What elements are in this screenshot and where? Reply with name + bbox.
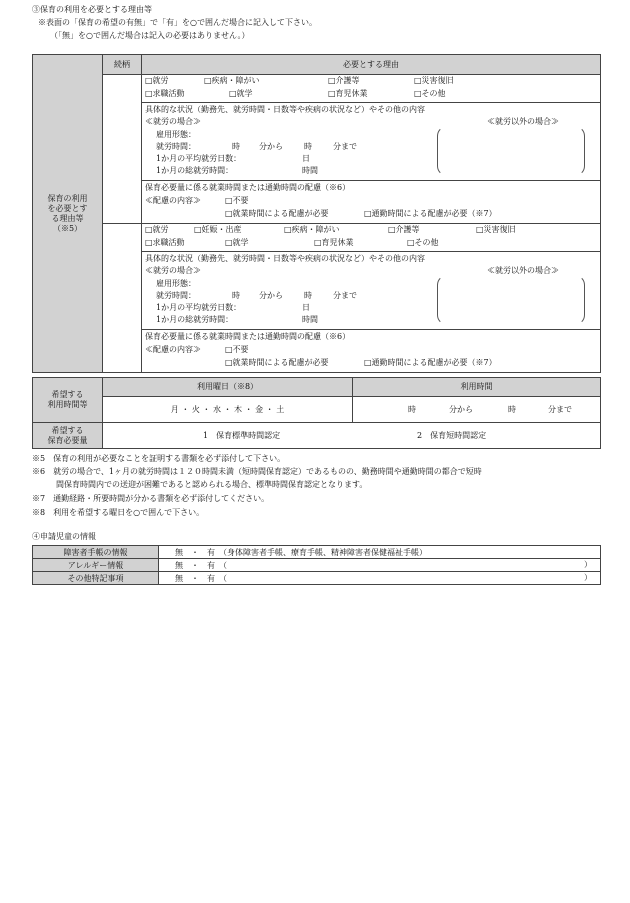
hours-kara: 分から	[259, 291, 283, 300]
care-cell-2	[142, 330, 601, 373]
desired-time-label-cell	[33, 378, 103, 423]
other-notes-options[interactable]: 無 ・ 有 （	[175, 573, 227, 583]
desired-time-table	[32, 377, 601, 449]
note-8: ※8 利用を希望する曜日を○で囲んで下さい。	[32, 508, 205, 517]
time-kara: 分から	[449, 405, 473, 414]
detail-title: 具体的な状況（勤務先、就労時間・日数等や疾病の状況など）やその他の内容	[145, 254, 425, 263]
hours-label: 就労時間：	[156, 291, 196, 300]
care-work-checkbox[interactable]: □就業時間による配慮が必要	[225, 358, 329, 367]
detail-title: 具体的な状況（勤務先、就労時間・日数等や疾病の状況など）やその他の内容	[145, 105, 425, 114]
child-info-value	[159, 572, 601, 585]
days-cell[interactable]	[103, 397, 353, 423]
amount-label-cell	[33, 423, 103, 449]
reason-checkbox-illness[interactable]: □疾病・障がい	[204, 76, 260, 85]
avg-days-label: 1か月の平均就労日数：	[156, 303, 242, 312]
amount-options-cell	[103, 423, 601, 449]
employment-label: 雇用形態：	[156, 279, 196, 288]
care-title: 保育必要量に係る就業時間または通勤時間の配慮（※6）	[145, 183, 351, 192]
reason-checkbox-disaster[interactable]: □災害復旧	[476, 225, 516, 234]
other-case-bracket[interactable]	[437, 275, 585, 325]
reason-checkbox-other[interactable]: □その他	[414, 89, 446, 98]
days-unit: 日	[302, 303, 310, 312]
hours-ji2: 時	[304, 291, 312, 300]
detail-cell-1	[142, 103, 601, 181]
reason-checkbox-pregnancy[interactable]: □妊娠・出産	[194, 225, 242, 234]
reason-checkbox-work[interactable]: □就労	[145, 76, 169, 85]
time-ji: 時	[408, 405, 416, 414]
reason-checkbox-cell-1	[142, 75, 601, 103]
care-content-label: ≪配慮の内容≫	[145, 345, 201, 354]
days-unit: 日	[302, 154, 310, 163]
days-header: 利用曜日（※8）	[103, 378, 353, 397]
other-notes-close-paren: ）	[584, 573, 592, 582]
note-7: ※7 通勤経路・所要時間が分かる書類を必ず添付してください。	[32, 494, 270, 503]
care-commute-checkbox[interactable]: □通勤時間による配慮が必要（※7）	[364, 209, 497, 218]
section3-heading: ③保育の利用を必要とする理由等	[32, 5, 152, 14]
reason-checkbox-work[interactable]: □就労	[145, 225, 169, 234]
child-info-label: 障害者手帳の情報	[33, 546, 159, 559]
hours-ji2: 時	[304, 142, 312, 151]
relation-header: 続柄	[103, 55, 142, 75]
care-none-checkbox[interactable]: □不要	[225, 345, 249, 354]
note-6-cont: 間保育時間内での送迎が困難であると認められる場合、標準時間保育認定となります。	[32, 480, 368, 489]
section3-note2: （「無」を○で囲んだ場合は記入の必要はありません。）	[50, 31, 250, 40]
care-cell-1	[142, 181, 601, 224]
care-title: 保育必要量に係る就業時間または通勤時間の配慮（※6）	[145, 332, 351, 341]
amount-option-standard[interactable]: 1 保育標準時間認定	[203, 431, 281, 440]
note-5: ※5 保育の利用が必要なことを証明する書類を必ず添付して下さい。	[32, 454, 286, 463]
disability-options[interactable]: 無 ・ 有 （身体障害者手帳、療育手帳、精神障害者保健福祉手帳）	[175, 547, 427, 557]
other-case-bracket[interactable]	[437, 126, 585, 176]
reason-checkbox-disaster[interactable]: □災害復旧	[414, 76, 454, 85]
reason-checkbox-jobseek[interactable]: □求職活動	[145, 238, 185, 247]
reason-checkbox-care[interactable]: □介護等	[328, 76, 360, 85]
amount-label-line: 希望する	[51, 425, 84, 435]
child-info-value	[159, 559, 601, 572]
child-info-value	[159, 546, 601, 559]
hours-unit: 時間	[302, 315, 318, 324]
hours-label: 就労時間：	[156, 142, 196, 151]
child-info-label: その他特記事項	[33, 572, 159, 585]
section3-note1: ※表面の「保育の希望の有無」で「有」を○で囲んだ場合に記入して下さい。	[38, 18, 317, 27]
reason-checkbox-study[interactable]: □就学	[225, 238, 249, 247]
desired-time-label-line: 利用時間等	[47, 400, 88, 409]
care-none-checkbox[interactable]: □不要	[225, 196, 249, 205]
amount-label-line: 保育必要量	[47, 435, 88, 445]
reason-label-line: る理由等	[51, 213, 84, 223]
reason-header: 必要とする理由	[142, 55, 601, 75]
care-work-checkbox[interactable]: □就業時間による配慮が必要	[225, 209, 329, 218]
section4-heading: ④申請児童の情報	[32, 532, 96, 541]
care-commute-checkbox[interactable]: □通勤時間による配慮が必要（※7）	[364, 358, 497, 367]
reason-label-line: を必要とす	[47, 203, 88, 213]
hours-kara: 分から	[259, 142, 283, 151]
care-content-label: ≪配慮の内容≫	[145, 196, 201, 205]
reason-checkbox-care[interactable]: □介護等	[388, 225, 420, 234]
work-case-label: ≪就労の場合≫	[145, 117, 201, 126]
total-hours-label: 1か月の総就労時間：	[156, 315, 234, 324]
reason-checkbox-illness[interactable]: □疾病・障がい	[284, 225, 340, 234]
total-hours-label: 1か月の総就労時間：	[156, 166, 234, 175]
reason-checkbox-jobseek[interactable]: □求職活動	[145, 89, 185, 98]
relation-cell-1[interactable]	[103, 75, 142, 224]
allergy-close-paren: ）	[584, 560, 592, 569]
time-header: 利用時間	[353, 378, 601, 397]
child-info-table	[32, 545, 601, 585]
time-cell	[353, 397, 601, 423]
note-6: ※6 就労の場合で、1ヶ月の就労時間は１２０時間未満（短時間保育認定）であるものの、勤務時間や通勤時間の都合で短時	[32, 467, 482, 476]
days-options[interactable]: 月 ・ 火 ・ 水 ・ 木 ・ 金 ・ 土	[170, 404, 285, 414]
hours-ji: 時	[232, 142, 240, 151]
reason-checkbox-study[interactable]: □就学	[229, 89, 253, 98]
reason-checkbox-childcare-leave[interactable]: □育児休業	[314, 238, 354, 247]
reason-checkbox-cell-2	[142, 224, 601, 252]
other-case-label: ≪就労以外の場合≫	[487, 266, 559, 275]
other-case-label: ≪就労以外の場合≫	[487, 117, 559, 126]
child-info-label: アレルギー情報	[33, 559, 159, 572]
reason-label-line: 保育の利用	[47, 193, 88, 203]
desired-time-label-line: 希望する	[51, 390, 84, 399]
detail-cell-2	[142, 252, 601, 330]
reason-label-cell	[33, 55, 103, 373]
time-ji2: 時	[508, 405, 516, 414]
time-made: 分まで	[548, 405, 572, 414]
reason-checkbox-childcare-leave[interactable]: □育児休業	[328, 89, 368, 98]
hours-made: 分まで	[333, 142, 357, 151]
reason-table	[32, 54, 601, 373]
hours-made: 分まで	[333, 291, 357, 300]
work-case-label: ≪就労の場合≫	[145, 266, 201, 275]
reason-checkbox-other[interactable]: □その他	[407, 238, 439, 247]
amount-option-short[interactable]: 2 保育短時間認定	[417, 431, 487, 440]
avg-days-label: 1か月の平均就労日数：	[156, 154, 242, 163]
allergy-options[interactable]: 無 ・ 有 （	[175, 560, 227, 570]
employment-label: 雇用形態：	[156, 130, 196, 139]
relation-cell-2[interactable]	[103, 224, 142, 373]
reason-label-line: （※5）	[52, 223, 83, 233]
hours-unit: 時間	[302, 166, 318, 175]
hours-ji: 時	[232, 291, 240, 300]
